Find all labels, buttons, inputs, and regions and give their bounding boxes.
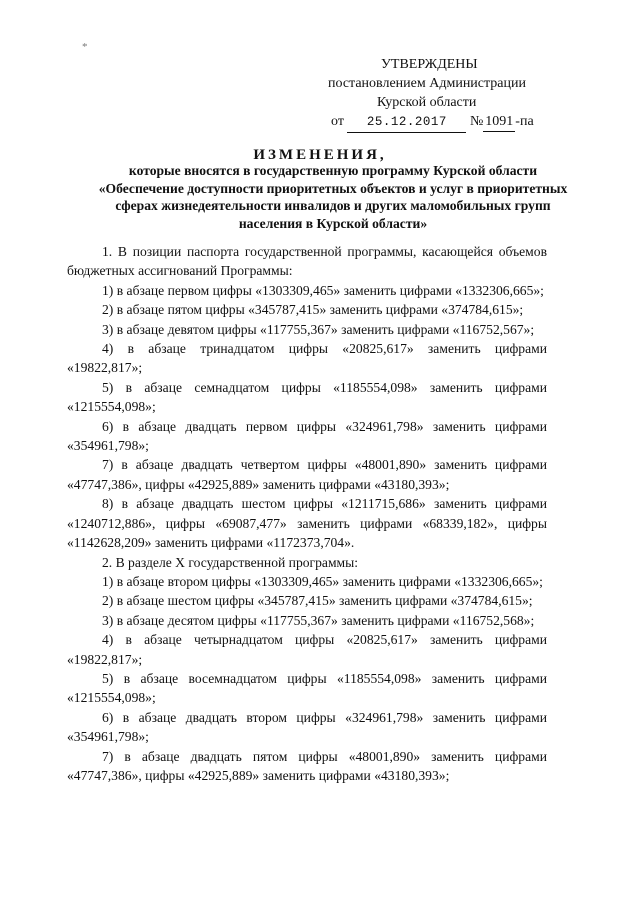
number-suffix: -па (515, 114, 534, 129)
list-item: 3) в абзаце десятом цифры «117755,367» заменить цифрами «116752,568»; (102, 612, 535, 628)
approved-heading: УТВЕРЖДЕНЫ (381, 57, 478, 72)
number-label: № (469, 114, 484, 129)
list-item: 4) в абзаце тринадцатом цифры «20825,617» заменить цифрами «19822,817»; (67, 341, 547, 376)
list-item: 1) в абзаце первом цифры «1303309,465» заменить цифрами «1332306,665»; (102, 282, 544, 298)
section-heading: 1. В позиции паспорта государственной программы, касающейся объемов бюджетных ассигнований Программы: (67, 244, 547, 279)
list-item: 3) в абзаце девятом цифры «117755,367» заменить цифрами «116752,567»; (102, 321, 535, 337)
list-item: 1) в абзаце втором цифры «1303309,465» заменить цифрами «1332306,665»; (102, 573, 543, 589)
list-item: 6) в абзаце двадцать первом цифры «324961,798» заменить цифрами «354961,798»; (67, 418, 547, 454)
document-title: ИЗМЕНЕНИЯ, (253, 147, 387, 163)
corner-mark: * (82, 41, 88, 53)
from-label: от (331, 114, 344, 129)
list-item: 4) в абзаце четырнадцатом цифры «20825,617» заменить цифрами «19822,817»; (67, 632, 547, 667)
list-item: 7) в абзаце двадцать пятом цифры «48001,890» заменить цифрами «47747,386», цифры «42925,889» заменить цифрами «43180,393»; (67, 748, 547, 783)
section-heading: 2. В разделе X государственной программы: (102, 554, 359, 570)
list-item: 5) в абзаце восемнадцатом цифры «1185554,098» заменить цифрами «1215554,098»; (67, 670, 547, 706)
list-item: 2) в абзаце пятом цифры «345787,415» заменить цифрами «374784,615»; (102, 302, 524, 318)
document-date: 25.12.2017 (347, 113, 466, 133)
list-item: 8) в абзаце двадцать шестом цифры «1211715,686» заменить цифрами «1240712,886», цифры «69087,477» заменить цифрами «68339,182», цифры «1142628,209» заменить цифрами «1172373,704». (67, 496, 547, 551)
document-body (67, 242, 547, 785)
document-number: 1091 (483, 112, 515, 132)
list-item: 7) в абзаце двадцать четвертом цифры «48001,890» заменить цифрами «47747,386», цифры «42925,889» заменить цифрами «43180,393»; (67, 457, 547, 492)
date-number-line (300, 112, 610, 133)
list-item: 2) в абзаце шестом цифры «345787,415» заменить цифрами «374784,615»; (102, 593, 533, 609)
region-line: Курской области (377, 95, 477, 110)
document-subtitle: которые вносятся в государственную программу Курской области «Обеспечение доступности приоритетных объектов и услуг в приоритетных сферах жизнедеятельности инвалидов и других маломобильных групп населения в Курской области» (98, 163, 568, 231)
resolution-line: постановлением Администрации (328, 76, 526, 91)
list-item: 6) в абзаце двадцать втором цифры «324961,798» заменить цифрами «354961,798»; (67, 709, 547, 745)
approval-block (300, 55, 610, 133)
list-item: 5) в абзаце семнадцатом цифры «1185554,098» заменить цифрами «1215554,098»; (67, 379, 547, 415)
